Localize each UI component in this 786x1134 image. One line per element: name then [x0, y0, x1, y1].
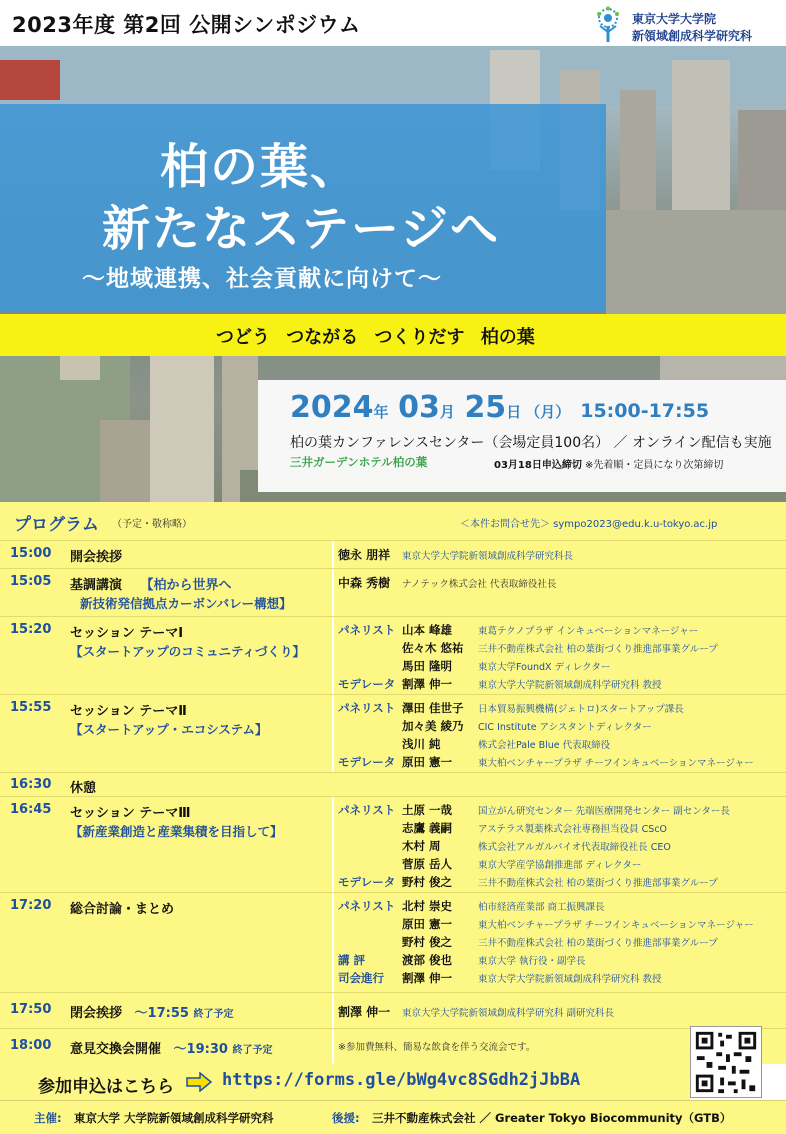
arrow-right-icon [186, 1072, 212, 1092]
speaker-affiliation: 三井不動産株式会社 柏の葉街づくり推進部事業グループ [478, 878, 718, 889]
row-end-note: 終了予定 [193, 1009, 234, 1020]
row-time: 18:00 [10, 1038, 52, 1053]
org-name-line1: 東京大学大学院 [632, 12, 717, 26]
speaker-affiliation: ナノテック株式会社 代表取締役社長 [402, 579, 557, 590]
program-row [0, 892, 786, 992]
row-title: 総合討論・まとめ [70, 902, 175, 917]
speaker-name: 土原 一哉 [402, 803, 453, 817]
program-row [0, 772, 786, 796]
speaker-affiliation: アステラス製薬株式会社専務担当役員 CScO [478, 824, 668, 835]
speaker-affiliation: 三井不動産株式会社 柏の葉街づくり推進部事業グループ [478, 644, 718, 655]
speaker-role: 司会進行 [338, 971, 384, 985]
speaker-affiliation: 三井不動産株式会社 柏の葉街づくり推進部事業グループ [478, 938, 718, 949]
speaker-name: 中森 秀樹 [338, 576, 391, 590]
footer [0, 1100, 786, 1134]
speaker-name: 野村 俊之 [402, 935, 453, 949]
speaker-affiliation: 株式会社Pale Blue 代表取締役 [478, 740, 611, 751]
speaker-name: 澤田 佳世子 [402, 701, 464, 715]
event-hotel: 三井ガーデンホテル柏の葉 [290, 455, 428, 469]
apply-label: 参加申込はこちら [38, 1077, 174, 1097]
speaker-item [338, 838, 778, 856]
speaker-role: 講 評 [338, 953, 366, 967]
support-names: 三井不動産株式会社 ／ Greater Tokyo Biocommunity（GTB） [372, 1111, 732, 1125]
program-header [0, 502, 786, 540]
speaker-name: 渡部 俊也 [402, 953, 453, 967]
row-time: 16:45 [10, 802, 52, 817]
speaker-list [338, 898, 778, 988]
speaker-item [338, 736, 778, 754]
event-month: 03 [398, 390, 440, 425]
row-title-main: 意見交換会開催 [70, 1042, 162, 1057]
speaker-role: モデレータ [338, 677, 396, 691]
speaker-affiliation: 柏市経済産業部 商工振興課長 [478, 902, 605, 913]
host-label: 主催: [34, 1111, 62, 1125]
speaker-list [338, 802, 778, 892]
speaker-item [338, 622, 778, 640]
speaker-name: 割澤 伸一 [402, 971, 453, 985]
speaker-affiliation: 東京大学産学協創推進部 ディレクター [478, 860, 642, 871]
subtitle: 〜地域連携、社会貢献に向けて〜 [82, 266, 442, 292]
speaker-item [338, 820, 778, 838]
qr-code[interactable] [690, 1026, 762, 1098]
speaker-name: 浅川 純 [402, 737, 441, 751]
speaker-role: パネリスト [338, 701, 396, 715]
speaker-affiliation: 東京大学大学院新領域創成科学研究科 副研究科長 [402, 1008, 615, 1019]
speaker-affiliation: 日本貿易振興機構(ジェトロ)スタートアップ課長 [478, 704, 684, 715]
speaker-role: パネリスト [338, 899, 396, 913]
row-time: 15:00 [10, 546, 52, 561]
registration-link[interactable]: https://forms.gle/bWg4vc8SGdh2jJbBA [222, 1070, 581, 1090]
row-title [70, 1002, 233, 1021]
apply-bar [0, 1064, 690, 1100]
speaker-name: 志鷹 義嗣 [402, 821, 453, 835]
speaker-name: 原田 憲一 [402, 755, 453, 769]
deadline-note: ※先着順・定員になり次第締切 [585, 460, 724, 471]
speaker-affiliation: CIC Institute アシスタントディレクター [478, 722, 652, 733]
tagline: つどう つながる つくりだす 柏の葉 [216, 327, 535, 348]
speaker-affiliation: 東京大学大学院新領域創成科学研究科長 [402, 551, 574, 562]
event-weekday: （月） [525, 403, 571, 421]
row-divider [332, 893, 334, 992]
row-speaker [338, 574, 556, 591]
speaker-role: パネリスト [338, 623, 396, 637]
row-title-line2: 【新産業創造と産業集積を目指して】 [70, 824, 283, 839]
row-title [70, 574, 232, 593]
row-title: セッション テーマⅢ [70, 806, 191, 821]
speaker-name: 北村 崇史 [402, 899, 453, 913]
row-title: 開会挨拶 [70, 550, 123, 565]
speaker-name: 菅原 岳人 [402, 857, 453, 871]
row-title: セッション テーマⅡ [70, 704, 187, 719]
speaker-name: 木村 周 [402, 839, 441, 853]
deadline-date: 03月18日申込締切 [494, 460, 582, 471]
speaker-item [338, 640, 778, 658]
university-logo [590, 6, 786, 44]
speaker-affiliation: 東京大学大学院新領域創成科学研究科 教授 [478, 680, 662, 691]
row-title: 休憩 [70, 781, 97, 796]
event-info-box [258, 380, 786, 492]
speaker-affiliation: 東大柏ベンチャープラザ チーフインキュベーションマネージャー [478, 920, 754, 931]
speaker-item [338, 754, 778, 772]
speaker-role: モデレータ [338, 755, 396, 769]
speaker-affiliation: 東大柏ベンチャープラザ チーフインキュベーションマネージャー [478, 758, 754, 769]
speaker-affiliation: 国立がん研究センター 先端医療開発センター 副センター長 [478, 806, 730, 817]
row-note [338, 1039, 535, 1053]
speaker-affiliation: 東京大学FoundX ディレクター [478, 662, 611, 673]
speaker-item [338, 802, 778, 820]
speaker-name: 原田 憲一 [402, 917, 453, 931]
row-divider [332, 1029, 334, 1064]
speaker-name: 馬田 隆明 [402, 659, 453, 673]
row-divider [332, 569, 334, 616]
row-title-main: 閉会挨拶 [70, 1006, 123, 1021]
hero-banner [0, 0, 786, 502]
speaker-affiliation: 東葛テクノプラザ インキュベーションマネージャー [478, 626, 699, 637]
event-year: 2024 [290, 390, 374, 425]
speaker-name: 徳永 朋祥 [338, 548, 391, 562]
speaker-list [338, 700, 778, 772]
row-time: 15:05 [10, 574, 52, 589]
speaker-item [338, 934, 778, 952]
row-title-line2: 【スタートアップのコミュニティづくり】 [70, 644, 306, 659]
program-row [0, 992, 786, 1028]
row-divider [332, 993, 334, 1028]
org-name-line2: 新領域創成科学研究科 [632, 29, 753, 43]
main-title-line2: 新たなステージへ [102, 201, 501, 257]
row-time: 15:20 [10, 622, 52, 637]
speaker-item [338, 718, 778, 736]
speaker-affiliation: 東京大学 執行役・副学長 [478, 956, 586, 967]
host-name: 東京大学 大学院新領域創成科学研究科 [74, 1111, 274, 1125]
contact-email[interactable]: ＜本件お問合せ先＞ sympo2023@edu.k.u-tokyo.ac.jp [460, 519, 718, 530]
row-title: セッション テーマⅠ [70, 626, 184, 641]
speaker-item [338, 952, 778, 970]
speaker-item [338, 658, 778, 676]
symposium-title: 2023年度 第2回 公開シンポジウム [12, 13, 361, 37]
row-divider [332, 695, 334, 772]
tree-logo-icon [590, 6, 626, 44]
speaker-name: 佐々木 悠祐 [402, 641, 464, 655]
row-divider [332, 617, 334, 694]
speaker-name: 割澤 伸一 [338, 1005, 391, 1019]
program-row [0, 568, 786, 616]
speaker-item [338, 898, 778, 916]
program-title: プログラム [14, 515, 99, 535]
program-section [0, 502, 786, 1064]
speaker-item [338, 874, 778, 892]
support-label: 後援: [332, 1111, 360, 1125]
event-date [290, 390, 709, 425]
row-title-topic: 【柏から世界へ [140, 578, 232, 593]
program-row [0, 1028, 786, 1064]
speaker-item [338, 676, 778, 694]
program-row [0, 616, 786, 694]
row-title-line2: 新技術発信拠点カーボンバレー構想】 [80, 596, 292, 611]
program-row [0, 796, 786, 892]
speaker-item [338, 700, 778, 718]
program-row [0, 540, 786, 568]
speaker-item [338, 856, 778, 874]
speaker-list [338, 622, 778, 694]
month-unit: 月 [439, 403, 455, 421]
reception-note: ※参加費無料、簡易な飲食を伴う交流会です。 [338, 1042, 536, 1053]
row-title [70, 1038, 272, 1057]
row-end-time: 〜17:55 [134, 1006, 189, 1021]
event-day: 25 [464, 390, 507, 425]
row-title-line2: 【スタートアップ・エコシステム】 [70, 722, 268, 737]
speaker-affiliation: 東京大学大学院新領域創成科学研究科 教授 [478, 974, 662, 985]
row-time: 16:30 [10, 777, 52, 792]
speaker-name: 野村 俊之 [402, 875, 453, 889]
row-divider [332, 797, 334, 892]
day-unit: 日 [506, 403, 522, 421]
speaker-name: 割澤 伸一 [402, 677, 453, 691]
speaker-item [338, 970, 778, 988]
row-time: 15:55 [10, 700, 52, 715]
row-speaker [338, 1003, 614, 1020]
event-deadline [494, 456, 723, 471]
row-title-main: 基調講演 [70, 578, 123, 593]
row-divider [332, 541, 334, 568]
speaker-affiliation: 株式会社アルガルバイオ代表取締役社長 CEO [478, 842, 671, 853]
speaker-role: モデレータ [338, 875, 396, 889]
event-venue: 柏の葉カンファレンスセンター（会場定員100名） ／ オンライン配信も実施 [290, 435, 772, 451]
row-speaker [338, 546, 573, 563]
speaker-name: 山本 峰雄 [402, 623, 453, 637]
speaker-item [338, 916, 778, 934]
row-end-time: 〜19:30 [173, 1042, 228, 1057]
row-time: 17:20 [10, 898, 52, 913]
event-time: 15:00-17:55 [580, 400, 710, 422]
program-note: （予定・敬称略） [112, 519, 192, 530]
row-end-note: 終了予定 [232, 1045, 273, 1056]
main-title-line1: 柏の葉、 [159, 139, 360, 195]
year-unit: 年 [373, 403, 389, 421]
speaker-role: パネリスト [338, 803, 396, 817]
row-time: 17:50 [10, 1002, 52, 1017]
speaker-name: 加々美 綾乃 [402, 719, 464, 733]
program-row [0, 694, 786, 772]
